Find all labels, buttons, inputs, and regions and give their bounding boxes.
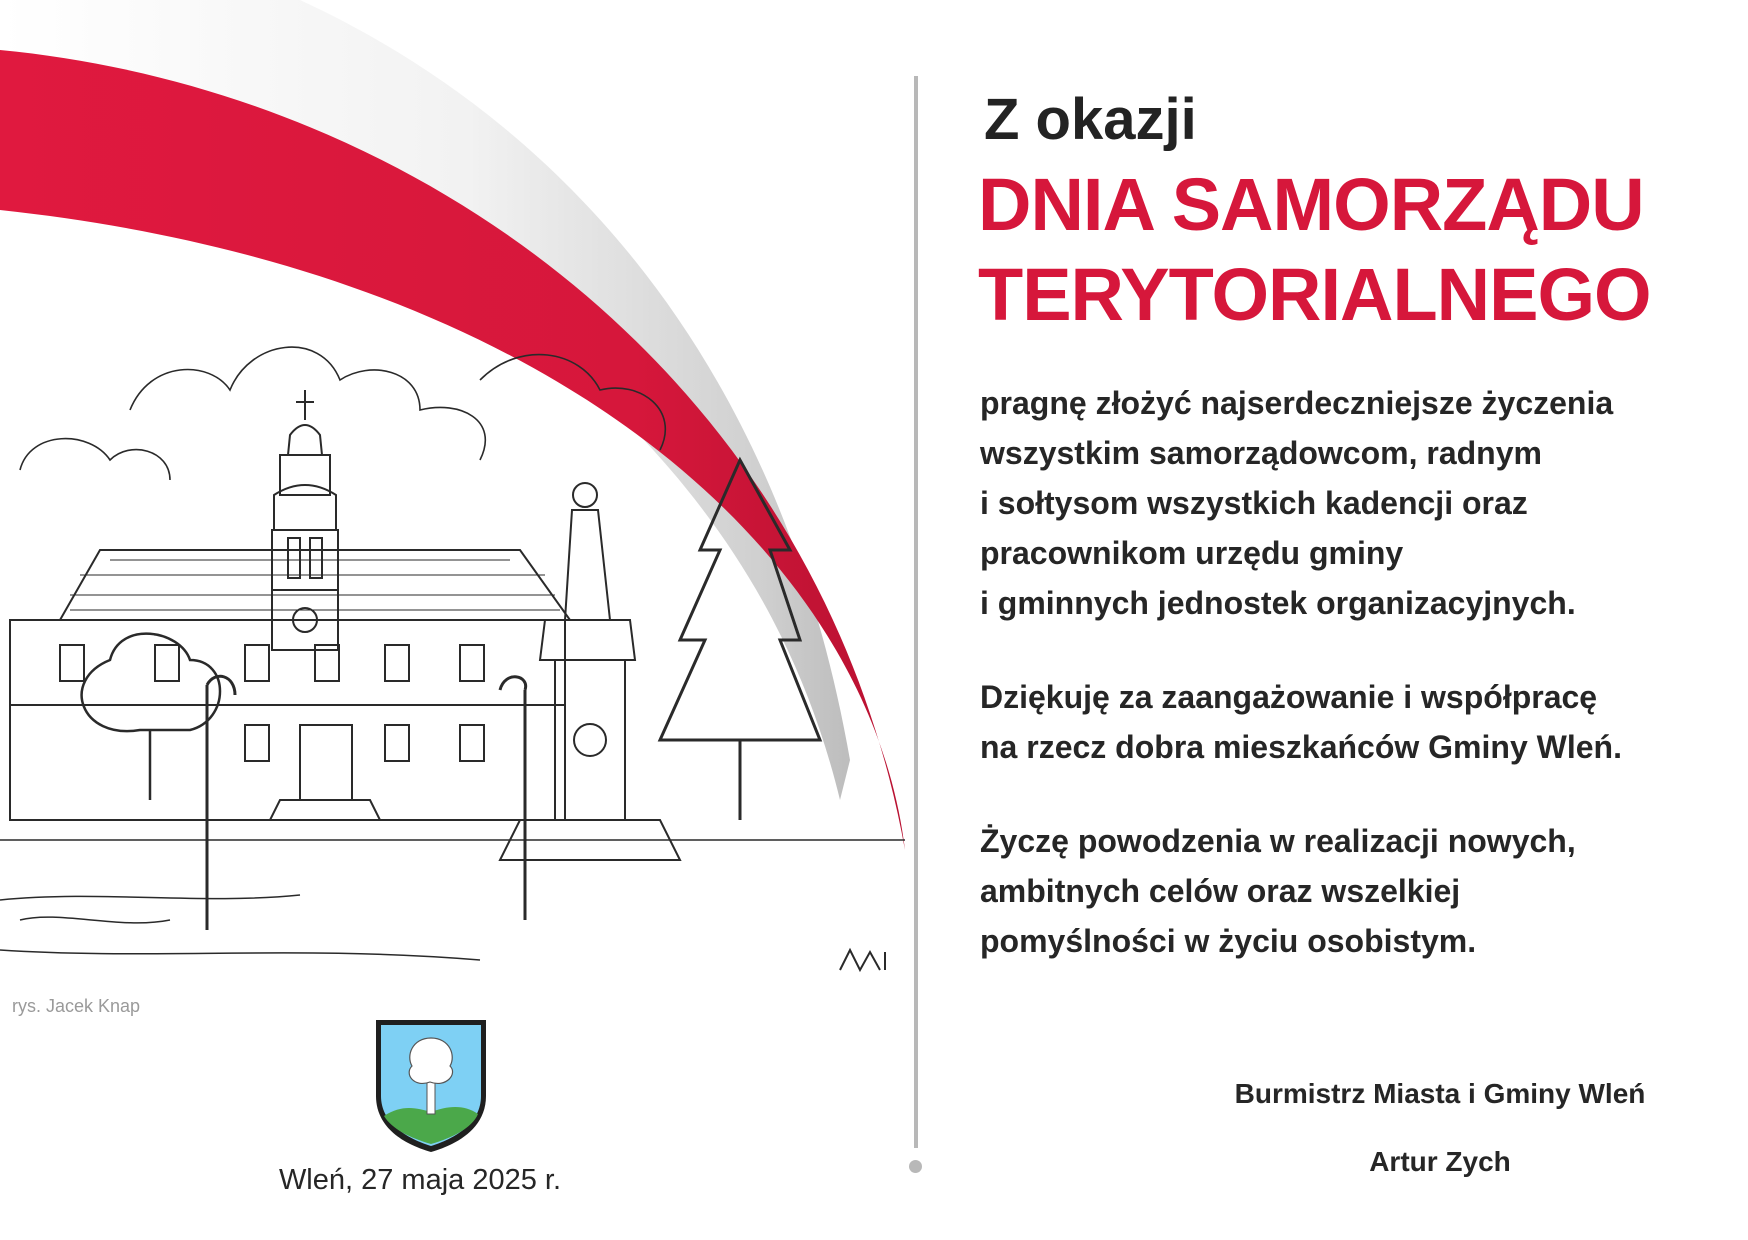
- text-line: na rzecz dobra mieszkańców Gminy Wleń.: [980, 729, 1622, 765]
- paragraph-good-luck: [980, 816, 1720, 966]
- sketch-signature: [840, 950, 885, 970]
- divider-dot: [909, 1160, 922, 1173]
- sketch-tree-right: [660, 460, 820, 820]
- text-line: pragnę złożyć najserdeczniejsze życzenia: [980, 385, 1614, 421]
- text-line: ambitnych celów oraz wszelkiej: [980, 873, 1461, 909]
- vertical-divider: [914, 76, 918, 1148]
- text-line: pomyślności w życiu osobistym.: [980, 923, 1477, 959]
- paragraph-wishes: [980, 378, 1720, 628]
- date-location: Wleń, 27 maja 2025 r.: [278, 1164, 562, 1196]
- sketch-statue: [500, 483, 680, 860]
- text-line: Życzę powodzenia w realizacji nowych,: [980, 823, 1576, 859]
- headline: [978, 160, 1651, 340]
- sketch-clouds: [20, 347, 665, 480]
- text-line: pracownikom urzędu gminy: [980, 535, 1404, 571]
- illustration-credit: rys. Jacek Knap: [12, 996, 141, 1016]
- sketch-tree-left: [82, 634, 220, 800]
- signature-block: [1130, 1060, 1748, 1196]
- intro-text: Z okazji: [984, 87, 1197, 152]
- text-line: i sołtysom wszystkich kadencji oraz: [980, 485, 1528, 521]
- town-hall-sketch: [0, 320, 905, 990]
- signature-title: Burmistrz Miasta i Gminy Wleń: [1234, 1078, 1646, 1109]
- text-line: Dziękuję za zaangażowanie i współpracę: [980, 679, 1598, 715]
- sketch-ground: [0, 840, 905, 960]
- text-line: wszystkim samorządowcom, radnym: [980, 435, 1542, 471]
- sketch-tower: [272, 390, 338, 650]
- headline-line: TERYTORIALNEGO: [978, 253, 1651, 336]
- signature-name: Artur Zych: [1369, 1146, 1511, 1177]
- headline-line: DNIA SAMORZĄDU: [978, 163, 1644, 246]
- text-line: i gminnych jednostek organizacyjnych.: [980, 585, 1576, 621]
- coat-of-arms-icon: [372, 1016, 490, 1156]
- sketch-lamp-right: [500, 677, 526, 920]
- paragraph-thanks: [980, 672, 1720, 772]
- sketch-lamp-left: [207, 676, 235, 930]
- wishes-body: [980, 378, 1720, 1010]
